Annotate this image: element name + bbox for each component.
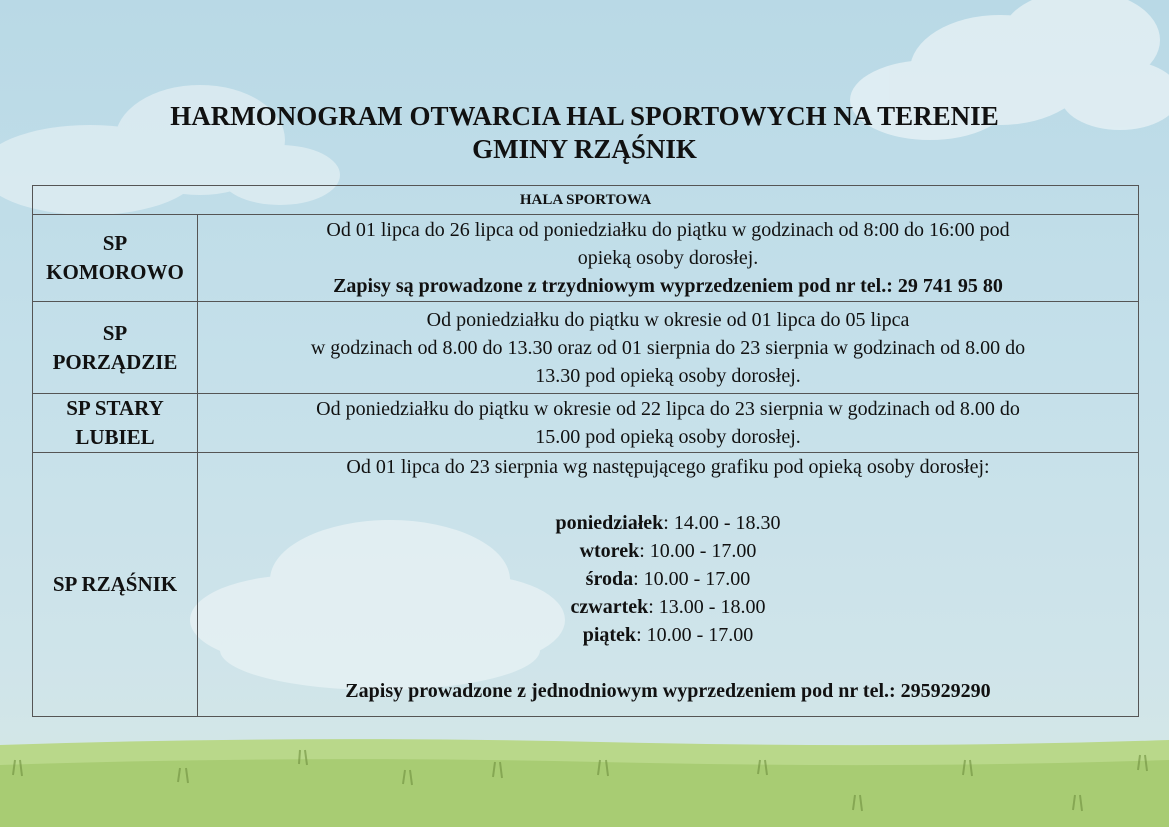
schedule-line: piątek: 10.00 - 17.00 — [582, 624, 754, 646]
school-name-porzadzie: SP PORZĄDZIE — [33, 302, 198, 394]
schedule-rzasnik: Od 01 lipca do 23 sierpnia wg następującego grafiku pod opieką osoby dorosłej: poniedziałek: 14.00 - 18.30 wtorek: 10.00 - 17.00 środa: 10.00 - 17.00 czwartek: 13.00 - 18.00 piątek: 10.00 - 17.00 Zapisy prowadzone z jednodniowym wyprzedzeniem pod nr tel.: 295929290 — [198, 453, 1139, 717]
schedule-table — [32, 185, 1139, 717]
table-header-row — [33, 186, 1139, 215]
title-line-1: HARMONOGRAM OTWARCIA HAL SPORTOWYCH NA TERENIE — [170, 101, 999, 131]
registration-note: Zapisy są prowadzone z trzydniowym wyprzedzeniem pod nr tel.: 29 741 95 80 — [333, 275, 1003, 297]
schedule-line: środa: 10.00 - 17.00 — [585, 568, 751, 590]
table-row — [33, 215, 1139, 302]
registration-note: Zapisy prowadzone z jednodniowym wyprzedzeniem pod nr tel.: 295929290 — [345, 680, 991, 702]
school-name-rzasnik: SP RZĄŚNIK — [33, 453, 198, 717]
table-row — [33, 394, 1139, 453]
schedule-komorowo: Od 01 lipca do 26 lipca od poniedziałku do piątku w godzinach od 8:00 do 16:00 pod opieką osoby dorosłej. Zapisy są prowadzone z trzydniowym wyprzedzeniem pod nr tel.: 29 741 95 80 — [198, 215, 1139, 302]
weekday-schedule — [204, 509, 1132, 649]
schedule-line: wtorek: 10.00 - 17.00 — [579, 540, 757, 562]
table-header: HALA SPORTOWA — [33, 186, 1139, 215]
school-name-komorowo: SP KOMOROWO — [33, 215, 198, 302]
table-row — [33, 302, 1139, 394]
schedule-line: czwartek: 13.00 - 18.00 — [570, 596, 766, 618]
schedule-porzadzie: Od poniedziałku do piątku w okresie od 01 lipca do 05 lipca w godzinach od 8.00 do 13.30 oraz od 01 sierpnia do 23 sierpnia w godzinach od 8.00 do 13.30 pod opieką osoby dorosłej. — [198, 302, 1139, 394]
table-row — [33, 453, 1139, 717]
school-name-stary-lubiel: SP STARY LUBIEL — [33, 394, 198, 453]
schedule-line: poniedziałek: 14.00 - 18.30 — [555, 512, 781, 534]
title-line-2: GMINY RZĄŚNIK — [472, 134, 697, 164]
page-title — [0, 100, 1169, 166]
schedule-stary-lubiel: Od poniedziałku do piątku w okresie od 22 lipca do 23 sierpnia w godzinach od 8.00 do 15.00 pod opieką osoby dorosłej. — [198, 394, 1139, 453]
